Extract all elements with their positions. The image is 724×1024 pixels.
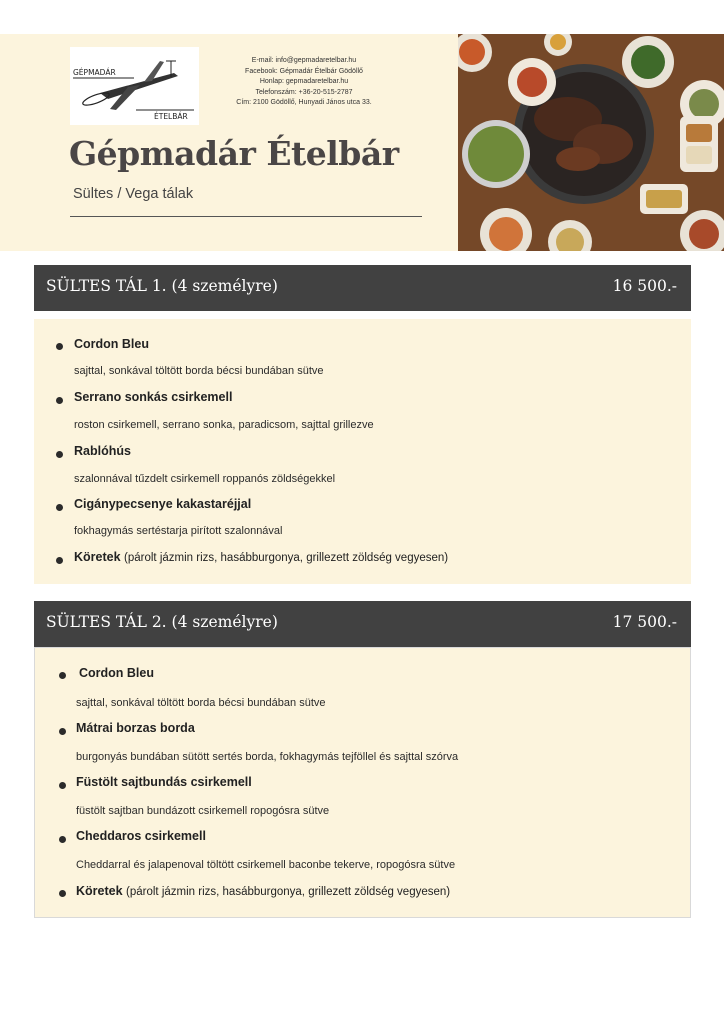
contact-email[interactable]: E-mail: info@gepmadaretelbar.hu (251, 57, 357, 64)
item-name: Rablóhús (74, 444, 131, 458)
bullet-icon (59, 836, 66, 843)
item-desc: sajttal, sonkával töltött borda bécsi bundában sütve (76, 697, 326, 709)
item-name-text: Köretek (76, 884, 123, 898)
item-desc: Cheddarral és jalapenoval töltött csirkemell baconbe tekerve, ropogósra sütve (76, 859, 456, 871)
section-2-header (34, 601, 691, 647)
food-photo (458, 34, 724, 251)
item-name: Füstölt sajtbundás csirkemell (76, 775, 252, 789)
section-1-header (34, 265, 691, 311)
item-desc: füstölt sajtban bundázott csirkemell ropogósra sütve (76, 805, 330, 817)
item-note: (párolt jázmin rizs, hasábburgonya, grillezett zöldség vegyesen) (124, 552, 449, 564)
item-desc: sajttal, sonkával töltött borda bécsi bundában sütve (74, 365, 324, 377)
bullet-icon (56, 504, 63, 511)
contact-info (214, 56, 394, 109)
bullet-icon (56, 451, 63, 458)
page-title: Gépmadár Ételbár (69, 134, 399, 173)
logo (70, 47, 199, 125)
section-1-title: SÜLTES TÁL 1. (4 személyre) (46, 277, 278, 295)
item-name: Cordon Bleu (74, 337, 149, 351)
item-desc: burgonyás bundában sütött sertés borda, fokhagymás tejföllel és sajttal szórva (76, 751, 459, 763)
grill-food-photo-icon (458, 34, 724, 251)
item-name: Serrano sonkás csirkemell (74, 390, 233, 404)
bullet-icon (59, 782, 66, 789)
item-name: Cheddaros csirkemell (76, 829, 206, 843)
item-name (76, 884, 450, 898)
contact-facebook[interactable]: Facebook: Gépmadár Ételbár Gödöllő (245, 67, 363, 75)
bullet-icon (56, 397, 63, 404)
item-desc: szalonnával tűzdelt csirkemell roppanós zöldségekkel (74, 473, 336, 485)
bullet-icon (56, 557, 63, 564)
bullet-icon (59, 728, 66, 735)
section-2-panel (34, 647, 691, 918)
contact-website[interactable]: Honlap: gepmadaretelbar.hu (259, 78, 349, 86)
bullet-icon (56, 343, 63, 350)
section-1-panel (34, 319, 691, 584)
item-desc: fokhagymás sertéstarja pirított szalonnával (74, 525, 283, 537)
bullet-icon (59, 890, 66, 897)
contact-phone[interactable]: Telefonszám: +36-20-515-2787 (255, 88, 353, 96)
section-1-price: 16 500.- (612, 277, 677, 295)
section-2-title: SÜLTES TÁL 2. (4 személyre) (46, 613, 278, 631)
item-desc: roston csirkemell, serrano sonka, paradicsom, sajttal grillezve (74, 419, 374, 431)
item-name: Cordon Bleu (79, 666, 154, 680)
bullet-icon (59, 672, 66, 679)
section-2-price: 17 500.- (612, 613, 677, 631)
item-name-text: Köretek (74, 550, 121, 564)
item-name: Cigánypecsenye kakastaréjjal (74, 497, 252, 511)
page-subtitle: Sültes / Vega tálak (73, 186, 194, 202)
title-divider (70, 216, 422, 217)
item-name (74, 550, 448, 564)
contact-address: Cím: 2100 Gödöllő, Hunyadi János utca 33. (236, 99, 372, 107)
item-name: Mátrai borzas borda (76, 721, 195, 735)
item-note: (párolt jázmin rizs, hasábburgonya, grillezett zöldség vegyesen) (126, 886, 451, 898)
logo-text-bottom: ÉTELBÁR (154, 112, 188, 121)
logo-text-top: GÉPMADÁR (73, 68, 116, 77)
airplane-logo-icon (70, 47, 199, 125)
